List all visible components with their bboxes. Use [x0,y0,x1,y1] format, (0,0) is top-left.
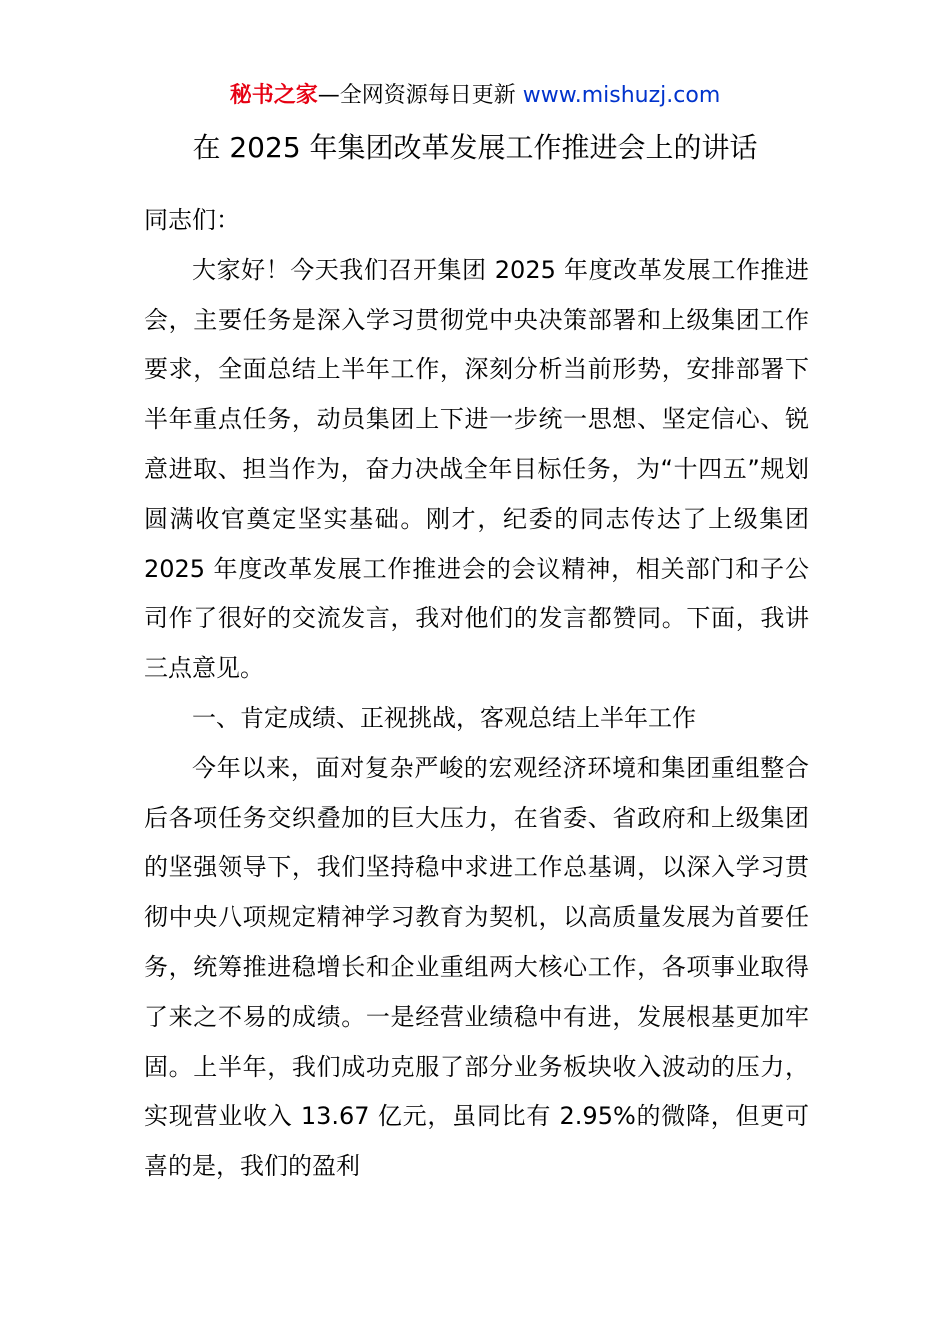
section-heading: 一、肯定成绩、正视挑战，客观总结上半年工作 [192,703,696,732]
document-title: 在 2025 年集团改革发展工作推进会上的讲话 [192,131,758,164]
section-paragraph: 今年以来，面对复杂严峻的宏观经济环境和集团重组整合后各项任务交织叠加的巨大压力，在省委、省政府和上级集团的坚强领导下，我们坚持稳中求进工作总基调，以深入学习贯彻中央八项规定精神学习教育为契机，以高质量发展为首要任务，统筹推进稳增长和企业重组两大核心工作，各项事业取得了来之不易的成绩。一是经营业绩稳中有进，发展根基更加牢固。上半年，我们成功克服了部分业务板块收入波动的压力，实现营业收入 13.67 亿元，虽同比有 2.95%的微降，但更可喜的是，我们的盈利 [144,753,809,1181]
header-tagline: —全网资源每日更新 [317,83,523,108]
intro-paragraph: 大家好！今天我们召开集团 2025 年度改革发展工作推进会，主要任务是深入学习贯彻党中央决策部署和上级集团工作要求，全面总结上半年工作，深刻分析当前形势，安排部署下半年重点任务，动员集团上下进一步统一思想、坚定信心、锐意进取、担当作为，奋力决战全年目标任务，为“十四五”规划圆满收官奠定坚实基础。刚才，纪委的同志传达了上级集团 2025 年度改革发展工作推进会的会议精神，相关部门和子公司作了很好的交流发言，我对他们的发言都赞同。下面，我讲三点意见。 [144,255,809,683]
site-url-link[interactable]: www.mishuzj.com [522,83,721,108]
brand-name: 秘书之家 [229,83,318,108]
salutation: 同志们： [144,206,240,234]
document-body [144,196,809,1192]
site-header [0,80,950,112]
